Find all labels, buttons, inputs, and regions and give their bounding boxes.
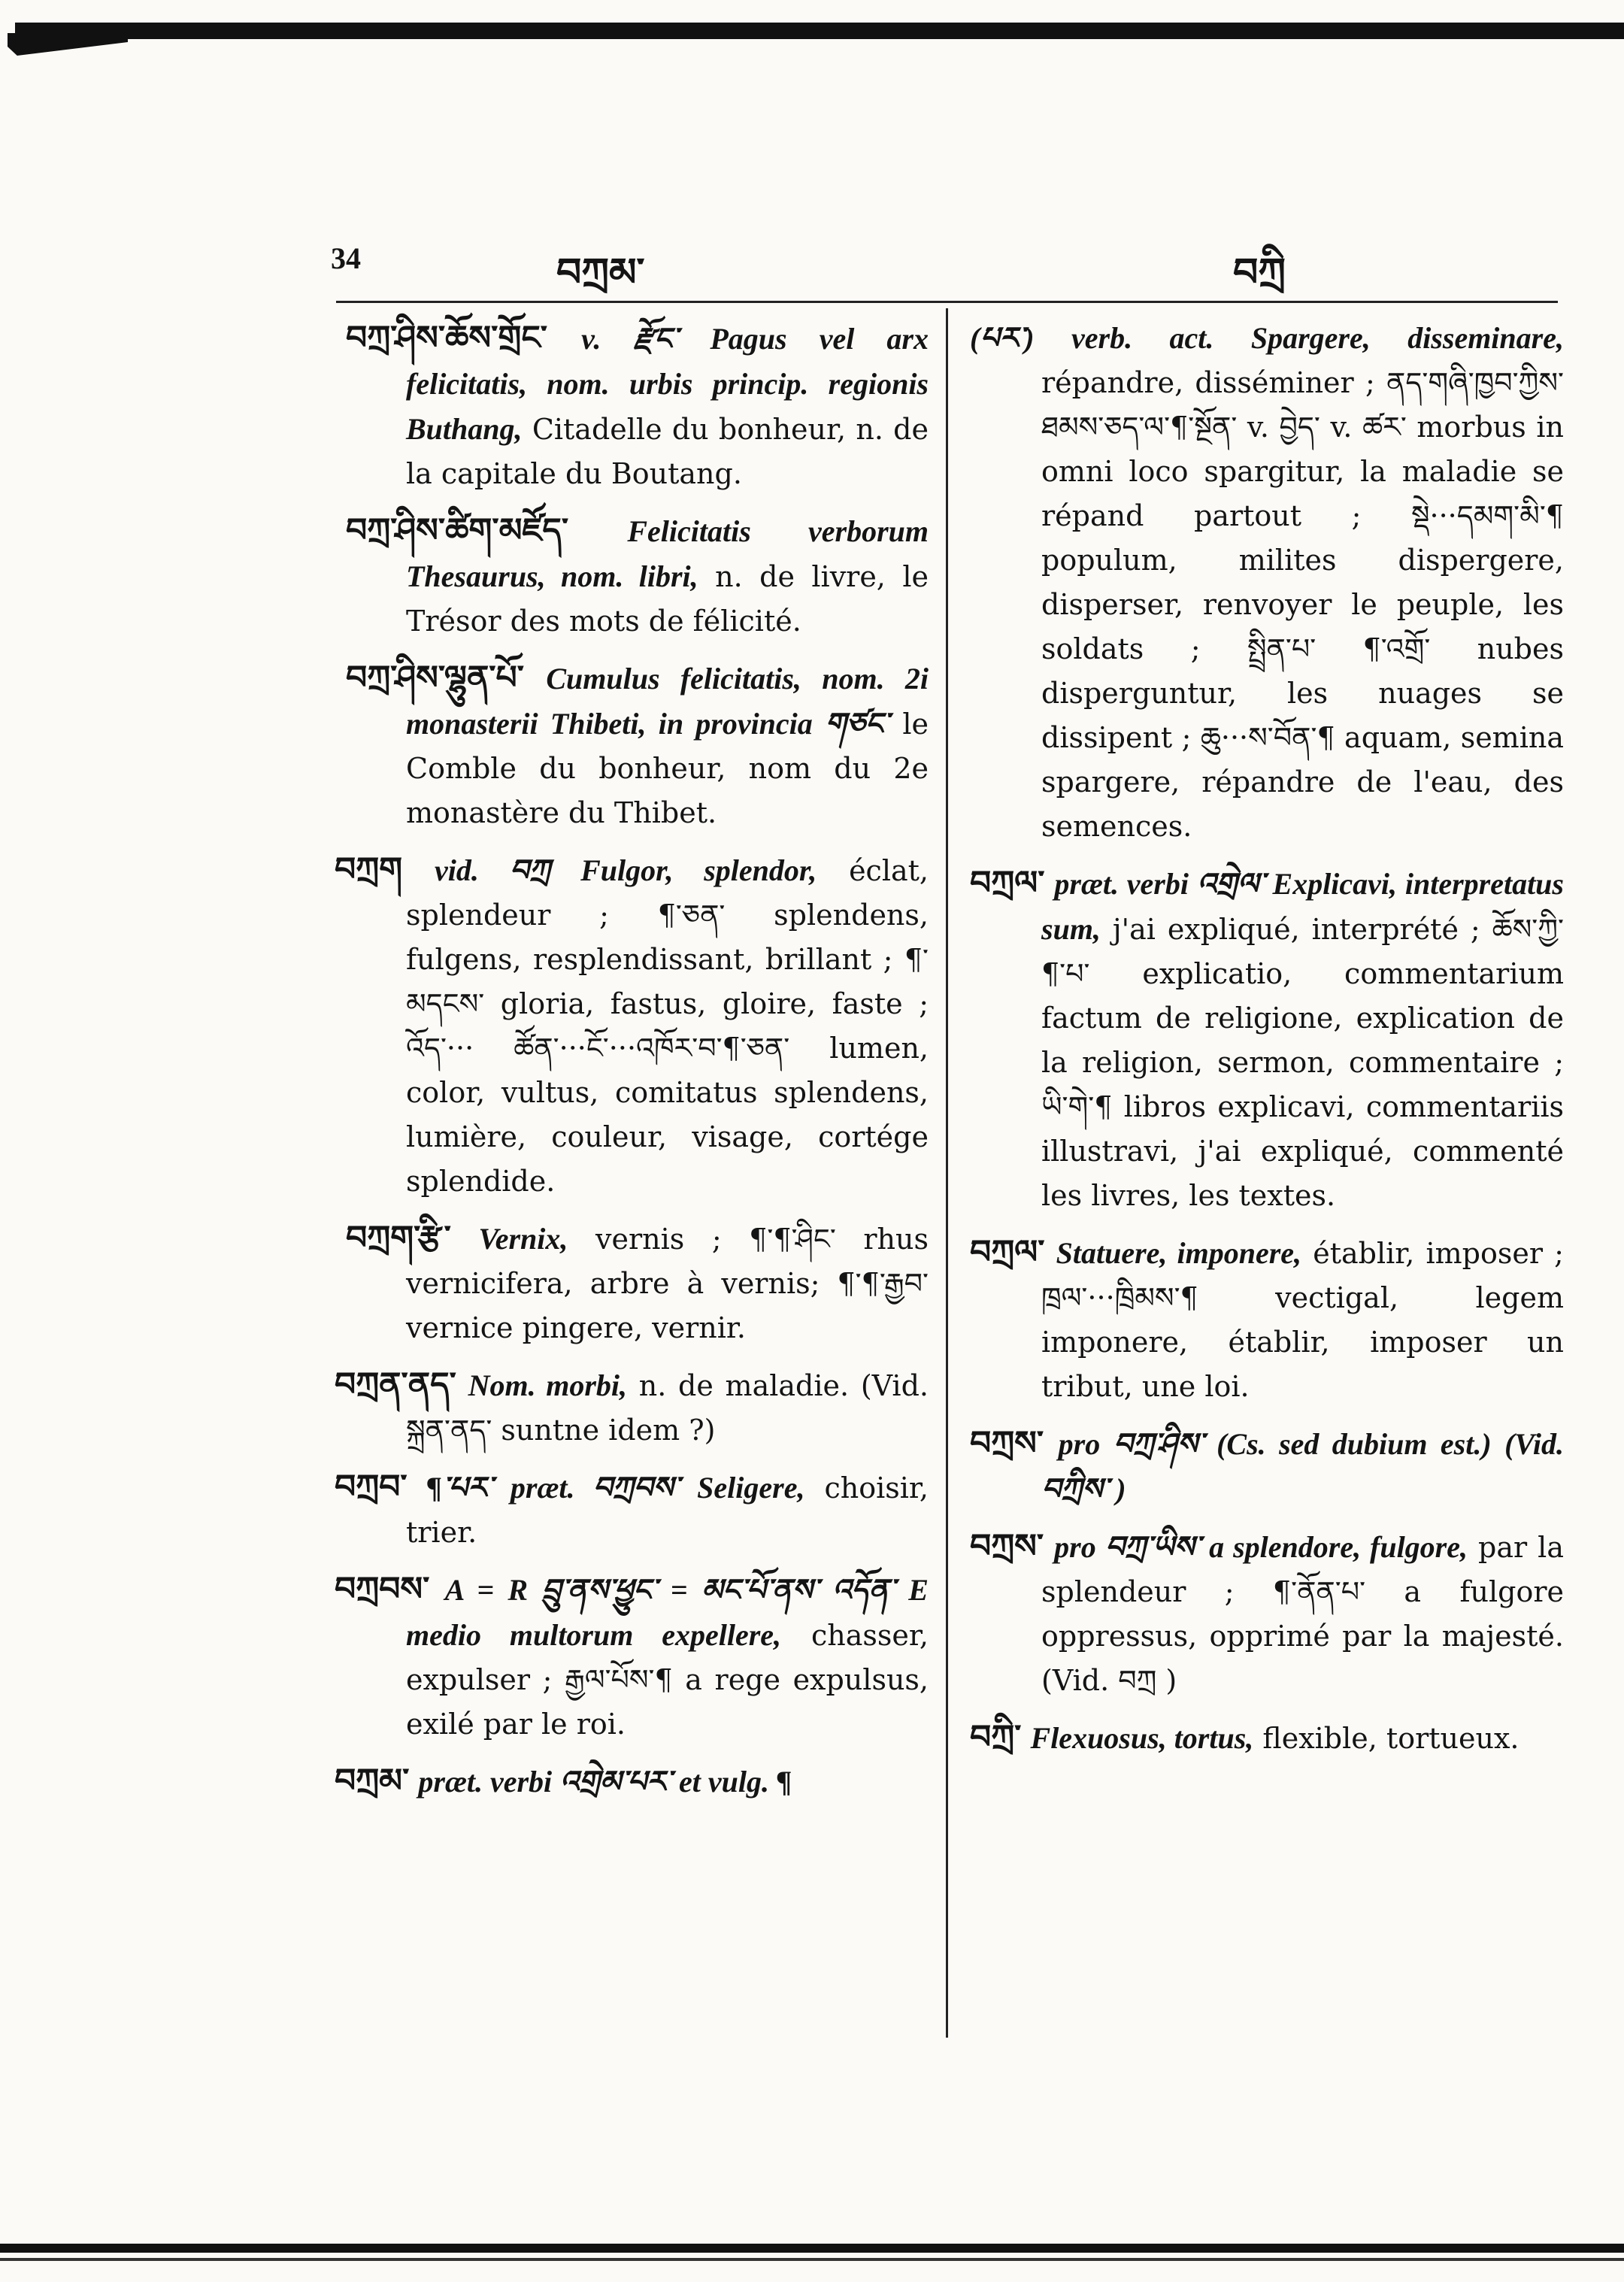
- entry-lemma: བཀྲམ་: [335, 1762, 410, 1800]
- entry-lemma: བཀྲབ་: [335, 1468, 408, 1506]
- dictionary-entry: [335, 847, 929, 1204]
- dictionary-entry: [970, 1524, 1564, 1703]
- dictionary-entry: [335, 1465, 929, 1555]
- entry-french: éclat, splendeur ; ¶་ཅན་ splendens, fulgens, resplendissant, brillant ; ¶་མདངས་ gloria, fastus, gloire, faste ; འོད་··· ཚོན་···ངོ་···འཁོར་བ་¶་ཅན་ lumen, color, vultus, comitatus splendens, lumière, couleur, visage, cortége splendide.: [406, 854, 929, 1198]
- dictionary-entry: [970, 861, 1564, 1218]
- dictionary-entry: [346, 1216, 929, 1350]
- dictionary-entry: [335, 1759, 929, 1805]
- entry-lemma: བཀྲི་: [970, 1718, 1022, 1756]
- entry-french: n. de maladie. (Vid. སྐྲན་ནད་ suntne idem ?): [406, 1369, 929, 1447]
- dictionary-entry: [335, 1567, 929, 1747]
- entry-lemma: བཀྲག་རྩི་: [346, 1219, 451, 1257]
- entry-french: établir, imposer ; ཁྲལ་···ཁྲིམས་¶ vectigal, legem imponere, établir, imposer un tribut, une loi.: [1041, 1237, 1564, 1403]
- entry-french: par la splendeur ; ¶་ནོན་པ་ a fulgore oppressus, opprimé par la majesté. (Vid. བཀྲ ): [1041, 1531, 1564, 1697]
- entry-lemma: བཀྲན་ནད་: [335, 1365, 456, 1404]
- dictionary-entry: [346, 316, 929, 496]
- entry-french: n. de livre, le Trésor des mots de félicité.: [406, 560, 929, 638]
- entry-french: répandre, disséminer ; ནད་གཞི་ཁྱབ་ཀྱིས་ ཐམས་ཅད་ལ་¶་སྔོན་ v. བྱེད་ v. ཚར་ morbus in omni loco spargitur, la maladie se répand partout ; སྡེ···དམག་མི་¶ populum, milites dispergere, disperser, renvoyer le peuple, les soldats ; སྤྲིན་པ་ ¶་འགྲོ་ nubes disperguntur, les nuages se dissipent ; ཆུ···ས་བོན་¶ aquam, semina spargere, répandre de l'eau, des semences.: [1041, 366, 1564, 843]
- dictionary-entry: [346, 508, 929, 644]
- entry-latin: vid. བཀྲ Fulgor, splendor,: [434, 853, 817, 887]
- bottom-border: [0, 2244, 1624, 2253]
- entry-lemma: བཀྲས་: [970, 1527, 1044, 1565]
- entry-latin: præt. verbi འགྲེལ་ Explicavi, interpretatus sum,: [1041, 867, 1564, 946]
- column-divider: [946, 308, 948, 2038]
- dictionary-entry: [970, 1715, 1564, 1761]
- running-headword-right: བཀྲི: [1233, 250, 1286, 295]
- entry-latin: pro བཀྲ་ཡིས་ a splendore, fulgore,: [1054, 1530, 1468, 1564]
- entry-french: vernis ; ¶་¶་ཤིང་ rhus vernicifera, arbre à vernis; ¶་¶་རྒྱབ་ vernice pingere, vernir.: [406, 1223, 929, 1344]
- entry-lemma: བཀྲ་ཤིས་ཆོས་གྲོང་: [346, 319, 547, 357]
- entry-lemma: བཀྲལ་: [970, 864, 1045, 902]
- entry-latin: (པར་) verb. act. Spargere, disseminare,: [970, 321, 1564, 355]
- entry-latin: Nom. morbi,: [468, 1368, 628, 1402]
- right-column: [970, 316, 1564, 1773]
- entry-latin: Felicitatis verborum Thesaurus, nom. libri,: [406, 514, 929, 593]
- entry-lemma: བཀྲས་: [970, 1424, 1044, 1462]
- dictionary-entry: [335, 1362, 929, 1453]
- entry-lemma: བཀྲབས་: [335, 1570, 430, 1608]
- entry-latin: præt. verbi འགྲེམ་པར་ et vulg. ¶: [418, 1765, 792, 1799]
- dictionary-entry: [970, 1230, 1564, 1409]
- entry-latin: pro བཀྲ་ཤིས་ (Cs. sed dubium est.) (Vid. བཀྲིས་ ): [1041, 1427, 1564, 1506]
- entry-french: le Comble du bonheur, nom du 2e monastère du Thibet.: [406, 708, 929, 829]
- entry-latin: A = R བྲུ་ནས་ཕྱུང་ = མང་པོ་ནས་ འདོན་ E medio multorum expellere,: [406, 1573, 929, 1652]
- dictionary-entry: [346, 656, 929, 835]
- top-border-hook: [8, 33, 128, 56]
- entry-french: flexible, tortueux.: [1262, 1722, 1519, 1755]
- header-rule: [336, 301, 1558, 303]
- entry-lemma: བཀྲག: [335, 850, 403, 889]
- entry-french: choisir, trier.: [406, 1471, 929, 1549]
- entry-lemma: བཀྲལ་: [970, 1233, 1045, 1271]
- page-number: 34: [331, 241, 361, 275]
- bottom-border-thin: [0, 2258, 1624, 2261]
- entry-lemma: བཀྲ་ཤིས་ཚིག་མཛོད་: [346, 511, 569, 550]
- dictionary-entry: [970, 316, 1564, 849]
- entry-latin: v. རྫོང་ Pagus vel arx felicitatis, nom. urbis princip. regionis Buthang,: [406, 322, 929, 446]
- dictionary-entry: [970, 1421, 1564, 1512]
- left-column: [335, 316, 929, 1817]
- entry-lemma: བཀྲ་ཤིས་ལྷུན་པོ་: [346, 659, 524, 697]
- entry-latin: ¶་པར་ præt. བཀྲབས་ Seligere,: [426, 1471, 805, 1505]
- entry-french: j'ai expliqué, interprété ; ཆོས་ཀྱི་¶་པ་ explicatio, commentarium factum de religione, explication de la religion, sermon, commentaire ; ཡི་གེ་¶ libros explicavi, commentariis illustravi, j'ai expliqué, commenté les livres, les textes.: [1041, 913, 1564, 1212]
- entry-french: chasser, expulser ; རྒྱལ་པོས་¶ a rege expulsus, exilé par le roi.: [406, 1619, 929, 1741]
- entry-latin: Statuere, imponere,: [1056, 1236, 1302, 1270]
- entry-latin: Cumulus felicitatis, nom. 2i monasterii Thibeti, in provincia གཙང་: [406, 662, 929, 741]
- entry-french: Citadelle du bonheur, n. de la capitale du Boutang.: [406, 413, 929, 490]
- page-header: [331, 229, 1564, 295]
- entry-latin: Flexuosus, tortus,: [1030, 1721, 1254, 1755]
- entry-latin: Vernix,: [478, 1222, 568, 1256]
- top-border: [15, 23, 1624, 39]
- running-headword-left: བཀྲམ་: [556, 250, 645, 295]
